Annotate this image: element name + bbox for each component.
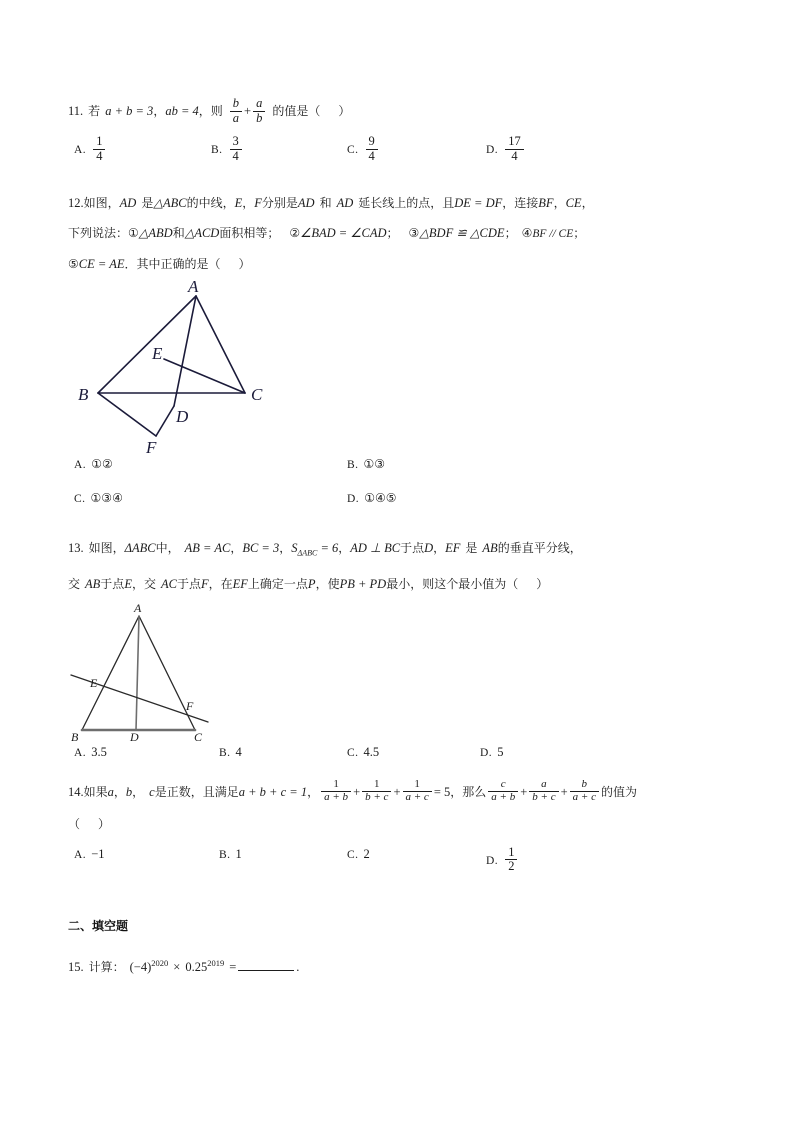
q11-option-a-fraction	[93, 135, 105, 163]
q13-l2-ac: AC	[160, 576, 177, 591]
q14-fraction-1-over-a-plus-b	[321, 779, 351, 804]
q13-l2-p-close: ）	[536, 576, 549, 591]
q13-l1-k: 于点	[400, 541, 425, 556]
q14-g3-den: a + c	[570, 791, 599, 804]
q11-tail2: ）	[338, 104, 351, 118]
q11-option-a-label: A.	[74, 144, 87, 156]
q12-l1-e-pt: E	[234, 196, 243, 211]
q13-l2-k: 上确定一点	[247, 576, 308, 591]
q12-l2-a: 下列说法：	[68, 226, 129, 241]
q13-area-s: S	[291, 541, 298, 556]
question-13	[68, 533, 728, 773]
q12-l1-a: 如图，	[83, 196, 120, 211]
q13-area-subscript: ΔABC	[297, 548, 318, 558]
q11-option-b-numerator: 3	[232, 134, 239, 149]
q12-l1-i: 分别是	[261, 196, 298, 211]
q12-l2-e: 面积相等；	[219, 226, 280, 241]
q13-label-C: C	[194, 729, 203, 744]
q12-l3-ce-ae: CE = AE	[78, 257, 125, 272]
q12-l1-c: 是	[141, 196, 154, 211]
q13-l1-a: 如图，	[88, 541, 125, 556]
q13-option-c-label: C.	[347, 746, 359, 759]
q15-times: ×	[173, 959, 181, 974]
q13-option-c[interactable]	[347, 745, 379, 760]
q11-option-c-label: C.	[347, 144, 359, 156]
q11-option-c[interactable]	[347, 136, 380, 164]
q14-plus-1: +	[353, 784, 361, 799]
q14-plus-3: +	[520, 784, 528, 799]
q11-tail: 的值是（	[272, 104, 321, 118]
q13-stem-line1	[68, 533, 728, 569]
q14-l1-b-var: b	[125, 784, 133, 799]
q11-option-c-denominator: 4	[366, 149, 378, 164]
q13-option-b-text: 4	[235, 744, 242, 759]
q13-l2-o: 最小，则这个最小值为（	[386, 576, 519, 591]
q11-option-d-denominator: 4	[505, 149, 524, 164]
q13-l2-e: E	[124, 576, 132, 591]
q12-option-a-text: ①②	[91, 457, 113, 472]
q12-stem-line1	[68, 188, 728, 218]
q13-l1-bc3: BC = 3	[242, 541, 280, 556]
q13-l1-ab: AB	[482, 541, 498, 556]
q13-figure-svg	[68, 599, 288, 745]
q12-figure	[68, 279, 728, 457]
q12-l1-ce: CE	[565, 196, 582, 211]
q13-l1-ef: EF	[445, 541, 461, 556]
q14-l1-g: 是正数，且满足	[154, 784, 239, 799]
q14-option-b-text: 1	[235, 846, 242, 861]
q13-l1-m: ，	[433, 541, 446, 556]
q14-fraction-1-over-a-plus-c	[403, 779, 432, 804]
q14-f2-num: 1	[374, 778, 380, 791]
q14-option-b[interactable]	[219, 847, 242, 862]
q11-option-b-denominator: 4	[230, 149, 242, 164]
q15-exponent-2: 2019	[207, 957, 225, 968]
q12-label-B: B	[78, 385, 89, 405]
q12-label-A: A	[188, 279, 199, 297]
q12-stem-line3	[68, 249, 728, 279]
q15-period: .	[296, 959, 300, 974]
q14-option-a-label: A.	[74, 848, 87, 861]
q12-l1-s: ，	[581, 196, 594, 211]
q12-l1-k: 和	[319, 196, 332, 211]
q11-frac2-denominator: b	[253, 111, 265, 126]
q13-option-d-label: D.	[480, 746, 493, 759]
q13-l2-pb-pd: PB + PD	[339, 576, 387, 591]
q14-l1-c: ，	[113, 784, 126, 799]
q12-option-a-label: A.	[74, 459, 87, 472]
q13-option-a-label: A.	[74, 746, 87, 759]
q12-option-a[interactable]	[74, 457, 113, 472]
q14-fraction-1-over-b-plus-c	[362, 779, 391, 804]
q14-g1-num: c	[500, 778, 506, 791]
q12-option-b-label: B.	[347, 459, 359, 472]
q14-plus-4: +	[560, 784, 568, 799]
q13-l1-e: ，	[230, 541, 243, 556]
page-content	[68, 96, 728, 982]
q14-fraction-b-over-a-plus-c	[570, 779, 599, 804]
q11-sep2: ，则	[198, 104, 223, 118]
q11-option-a[interactable]	[74, 136, 107, 164]
q13-option-b[interactable]	[219, 745, 242, 760]
q12-l1-de-df: DE = DF	[454, 196, 503, 211]
q11-option-d-label: D.	[486, 144, 499, 156]
q11-frac1-numerator: b	[232, 96, 240, 111]
q14-option-d-numerator: 1	[508, 844, 515, 859]
q11-fraction-a-over-b	[253, 97, 265, 125]
q14-equals-5: = 5	[433, 784, 451, 799]
q15-answer-blank[interactable]	[238, 959, 294, 971]
q15-base-1: (−4)	[129, 959, 152, 974]
q12-marker-5: ⑤	[68, 257, 79, 272]
q13-stem-line2	[68, 569, 728, 599]
q12-options-row1	[68, 457, 728, 491]
q13-l1-area	[291, 541, 339, 558]
q12-l2-acd: △ACD	[184, 226, 220, 241]
q14-option-c-text: 2	[363, 846, 370, 861]
q11-lead: 若	[88, 104, 101, 118]
q12-l1-ad: AD	[119, 196, 137, 211]
segment-ad	[136, 616, 139, 730]
q13-l2-a: 交	[68, 576, 81, 591]
q12-marker-1: ①	[128, 226, 139, 241]
q12-l1-q: ，	[553, 196, 566, 211]
q14-options	[68, 844, 728, 893]
q12-option-d[interactable]	[347, 491, 396, 506]
q14-l1-a-var: a	[107, 784, 114, 799]
q11-option-c-numerator: 9	[368, 134, 375, 149]
q13-option-a-text: 3.5	[91, 744, 107, 759]
q12-marker-4: ④	[521, 226, 533, 241]
q11-cond1: a + b = 3	[105, 104, 154, 118]
q14-g3-num: b	[581, 778, 588, 791]
q11-option-b-label: B.	[211, 144, 223, 156]
q12-marker-2: ②	[289, 226, 301, 241]
q14-option-a-text: −1	[91, 846, 105, 861]
segment-ab	[82, 616, 139, 730]
q13-l1-d: D	[424, 541, 434, 556]
q12-l2-abd: △ABD	[138, 226, 173, 241]
q14-f3-den: a + c	[403, 791, 432, 804]
q14-stem-line1	[68, 775, 728, 809]
q14-f1-num: 1	[333, 778, 339, 791]
q11-number: 11.	[68, 104, 84, 118]
q12-option-c-text: ①③④	[90, 491, 123, 506]
q14-option-c[interactable]	[347, 847, 370, 862]
q14-l1-k: 的值为	[600, 784, 637, 799]
q11-option-a-denominator: 4	[93, 149, 105, 164]
q14-option-b-label: B.	[219, 848, 231, 861]
q13-option-d-text: 5	[497, 744, 504, 759]
q14-l1-sum1: a + b + c = 1	[238, 784, 308, 799]
q11-fraction-b-over-a	[230, 97, 242, 125]
q14-l2-open: （	[68, 816, 81, 831]
q14-l1-c-var: c	[149, 784, 155, 799]
q14-option-d-denominator: 2	[505, 859, 517, 874]
q14-f1-den: a + b	[321, 791, 351, 804]
q12-figure-svg	[68, 279, 318, 457]
q13-l2-ab: AB	[85, 576, 101, 591]
q13-l2-f: F	[200, 576, 209, 591]
q13-l2-m: ，使	[315, 576, 340, 591]
q11-frac1-denominator: a	[230, 111, 242, 126]
q15-equals: =	[229, 959, 237, 974]
q13-area-value: = 6	[317, 541, 339, 556]
q11-option-d[interactable]	[486, 136, 526, 164]
q15-number: 15.	[68, 959, 84, 974]
q12-label-C: C	[251, 385, 263, 405]
q11-option-d-fraction	[505, 135, 524, 163]
q12-l1-e: 的中线，	[186, 196, 235, 211]
q13-label-B: B	[71, 729, 79, 744]
q14-option-d-fraction	[505, 846, 517, 874]
q12-l2-bf-ce: BF // CE	[532, 228, 574, 241]
q11-stem	[68, 96, 728, 126]
q11-options	[68, 136, 728, 182]
segment-df	[156, 406, 174, 436]
q12-options-row2	[68, 491, 728, 525]
q12-option-b[interactable]	[347, 457, 385, 472]
q11-option-b[interactable]	[211, 136, 244, 164]
q15-base-2: 0.25	[185, 959, 208, 974]
q13-l1-abc: ΔABC	[124, 541, 156, 556]
q12-l1-ad2: AD	[297, 196, 315, 211]
section-2	[68, 917, 728, 982]
q14-l1-i: ，	[307, 784, 320, 799]
q12-marker-3: ③	[408, 226, 420, 241]
q15-lead: 计算：	[88, 959, 125, 974]
segment-ac	[196, 296, 245, 393]
q13-option-c-text: 4.5	[363, 744, 380, 759]
q12-l3-b: ．其中正确的是（	[124, 257, 221, 272]
q13-l1-i: ，	[338, 541, 351, 556]
q12-l1-bf: BF	[538, 196, 554, 211]
q12-number: 12.	[68, 196, 84, 211]
question-15	[68, 948, 728, 982]
q14-l2-close: ）	[98, 816, 111, 831]
q14-option-d-label: D.	[486, 854, 499, 867]
q14-g2-num: a	[541, 778, 547, 791]
q11-sep1: ，	[153, 104, 166, 118]
q13-number: 13.	[68, 541, 84, 556]
q13-options	[68, 745, 728, 773]
q14-f3-num: 1	[414, 778, 420, 791]
q12-l1-abc: △ABC	[153, 196, 187, 211]
q12-option-d-text: ①④⑤	[364, 491, 397, 506]
q13-l2-i: ，在	[208, 576, 233, 591]
q13-label-A: A	[134, 600, 142, 615]
q13-label-E: E	[90, 675, 98, 690]
q13-figure	[68, 599, 728, 745]
q12-l2-g: ；	[386, 226, 399, 241]
q13-option-a[interactable]	[74, 745, 107, 760]
q13-l2-ef: EF	[232, 576, 248, 591]
q11-option-d-numerator: 17	[508, 134, 521, 149]
question-11	[68, 96, 728, 182]
q12-option-c[interactable]	[74, 491, 123, 506]
q11-plus: +	[244, 104, 252, 118]
section-2-heading: 二、填空题	[68, 918, 129, 933]
q14-fraction-c-over-a-plus-b	[488, 779, 518, 804]
q13-l2-e2: ，交	[131, 576, 156, 591]
q13-l1-ad-perp-bc: AD ⊥ BC	[350, 541, 401, 556]
q14-option-c-label: C.	[347, 848, 359, 861]
q12-l2-i: ；	[504, 226, 517, 241]
segment-ad	[174, 296, 196, 406]
q12-stem-line2	[68, 218, 728, 249]
q13-l2-g: 于点	[176, 576, 201, 591]
q14-g2-den: b + c	[529, 791, 558, 804]
q12-l3-c: ）	[238, 257, 251, 272]
q12-l1-g: ，	[242, 196, 255, 211]
q14-plus-2: +	[393, 784, 401, 799]
segment-bf	[98, 393, 156, 436]
q13-label-F: F	[186, 698, 194, 713]
segment-ce	[164, 359, 245, 393]
q12-l2-k: ；	[573, 226, 586, 241]
q14-l1-a: 如果	[83, 784, 108, 799]
q12-l1-ad3: AD	[336, 196, 354, 211]
q14-f2-den: b + c	[362, 791, 391, 804]
q12-option-d-label: D.	[347, 493, 360, 506]
q14-fraction-a-over-b-plus-c	[529, 779, 558, 804]
q11-frac2-numerator: a	[256, 96, 263, 111]
q12-option-b-text: ①③	[363, 457, 386, 472]
q14-stem-line2	[68, 809, 728, 839]
q14-l1-e: ，	[132, 784, 145, 799]
q12-l2-bdf-cde: △BDF ≌ △CDE	[419, 226, 505, 241]
segment-ab	[98, 296, 196, 393]
question-12	[68, 188, 728, 525]
q12-l2-c: 和	[172, 226, 185, 241]
q13-l1-q: 的垂直平分线，	[497, 541, 582, 556]
question-14	[68, 775, 728, 893]
q13-l1-ab-ac: AB = AC	[184, 541, 231, 556]
q13-label-D: D	[130, 729, 139, 744]
q12-label-D: D	[176, 407, 189, 427]
q14-g1-den: a + b	[488, 791, 518, 804]
q13-l2-c: 于点	[100, 576, 125, 591]
q15-exponent-1: 2020	[151, 957, 169, 968]
q12-l1-o: ，连接	[502, 196, 539, 211]
q13-l2-p: P	[307, 576, 316, 591]
q12-label-F: F	[146, 438, 157, 458]
q14-number: 14.	[68, 784, 84, 799]
q12-l1-f-pt: F	[254, 196, 262, 211]
q14-option-d[interactable]	[486, 844, 519, 875]
q12-l1-m: 延长线上的点，且	[358, 196, 455, 211]
q13-l1-o: 是	[465, 541, 478, 556]
q13-option-d[interactable]	[480, 745, 503, 760]
q11-option-c-fraction	[366, 135, 378, 163]
q11-option-b-fraction	[230, 135, 242, 163]
q13-option-b-label: B.	[219, 746, 231, 759]
q13-l1-c: 中，	[155, 541, 180, 556]
q12-l2-bad-cad: ∠BAD = ∠CAD	[300, 226, 387, 241]
q12-label-E: E	[152, 344, 163, 364]
q13-l1-g: ，	[279, 541, 292, 556]
q11-cond2: ab = 4	[165, 104, 199, 118]
q14-l1-j: ，那么	[450, 784, 487, 799]
q14-option-a[interactable]	[74, 847, 105, 862]
q11-option-a-numerator: 1	[96, 134, 103, 149]
q12-option-c-label: C.	[74, 493, 86, 506]
